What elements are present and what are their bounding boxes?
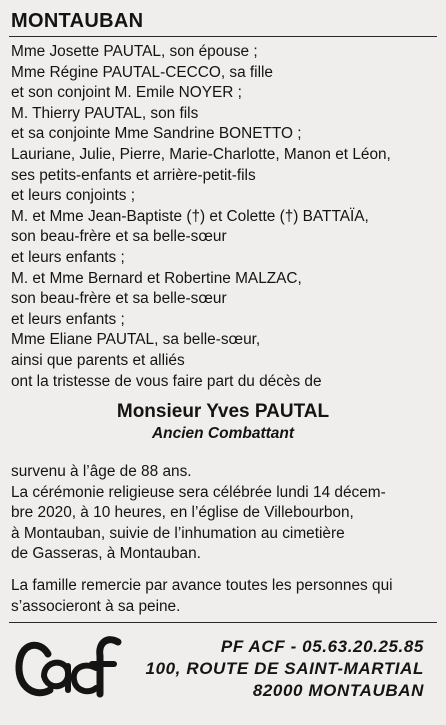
- family-line: et son conjoint M. Emile NOYER ;: [11, 84, 242, 102]
- family-line: ses petits-enfants et arrière-petit-fils: [11, 166, 256, 184]
- funeral-home-postal: 82000 MONTAUBAN: [252, 681, 424, 700]
- detail-line: de Gasseras, à Montauban.: [11, 545, 201, 563]
- family-line: son beau-frère et sa belle-sœur: [11, 228, 227, 246]
- family-line: M. Thierry PAUTAL, son fils: [11, 104, 199, 122]
- city-heading: MONTAUBAN: [11, 10, 144, 32]
- family-line: M. et Mme Bernard et Robertine MALZAC,: [11, 269, 302, 287]
- top-divider: [9, 36, 437, 37]
- detail-line: survenu à l’âge de 88 ans.: [11, 463, 192, 480]
- family-line: et sa conjointe Mme Sandrine BONETTO ;: [11, 125, 302, 143]
- thanks-line: La famille remercie par avance toutes les personnes qui: [11, 577, 393, 594]
- detail-line: bre 2020, à 10 heures, en l’église de Villebourbon,: [11, 504, 354, 522]
- thanks-paragraph: [11, 576, 393, 617]
- family-list: [11, 42, 391, 392]
- funeral-home-contact: [146, 636, 424, 702]
- family-line: Mme Régine PAUTAL-CECCO, sa fille: [11, 63, 273, 81]
- family-line: son beau-frère et sa belle-sœur: [11, 290, 227, 308]
- thanks-line: s’associeront à sa peine.: [11, 597, 181, 615]
- family-line: et leurs conjoints ;: [11, 187, 136, 205]
- ceremony-details: [11, 462, 386, 565]
- family-line: ainsi que parents et alliés: [11, 351, 185, 369]
- family-line: Mme Josette PAUTAL, son épouse ;: [11, 43, 258, 60]
- detail-line: à Montauban, suivie de l’inhumation au cimetière: [11, 524, 345, 542]
- deceased-title: Ancien Combattant: [151, 425, 295, 442]
- funeral-home-address: 100, ROUTE DE SAINT-MARTIAL: [145, 659, 424, 678]
- family-line: et leurs enfants ;: [11, 310, 125, 328]
- acf-logo: [14, 632, 124, 702]
- family-line: Mme Eliane PAUTAL, sa belle-sœur,: [11, 331, 261, 349]
- funeral-home-phone: PF ACF - 05.63.20.25.85: [220, 637, 424, 656]
- deceased-block: [0, 400, 446, 444]
- family-line: M. et Mme Jean-Baptiste (†) et Colette (†) BATTAÏA,: [11, 207, 369, 225]
- family-line: et leurs enfants ;: [11, 248, 125, 266]
- deceased-name: Monsieur Yves PAUTAL: [116, 401, 330, 422]
- family-line: ont la tristesse de vous faire part du décès de: [11, 372, 322, 390]
- bottom-divider: [9, 622, 437, 623]
- detail-line: La cérémonie religieuse sera célébrée lundi 14 décem-: [11, 483, 386, 501]
- family-line: Lauriane, Julie, Pierre, Marie-Charlotte, Manon et Léon,: [11, 145, 391, 163]
